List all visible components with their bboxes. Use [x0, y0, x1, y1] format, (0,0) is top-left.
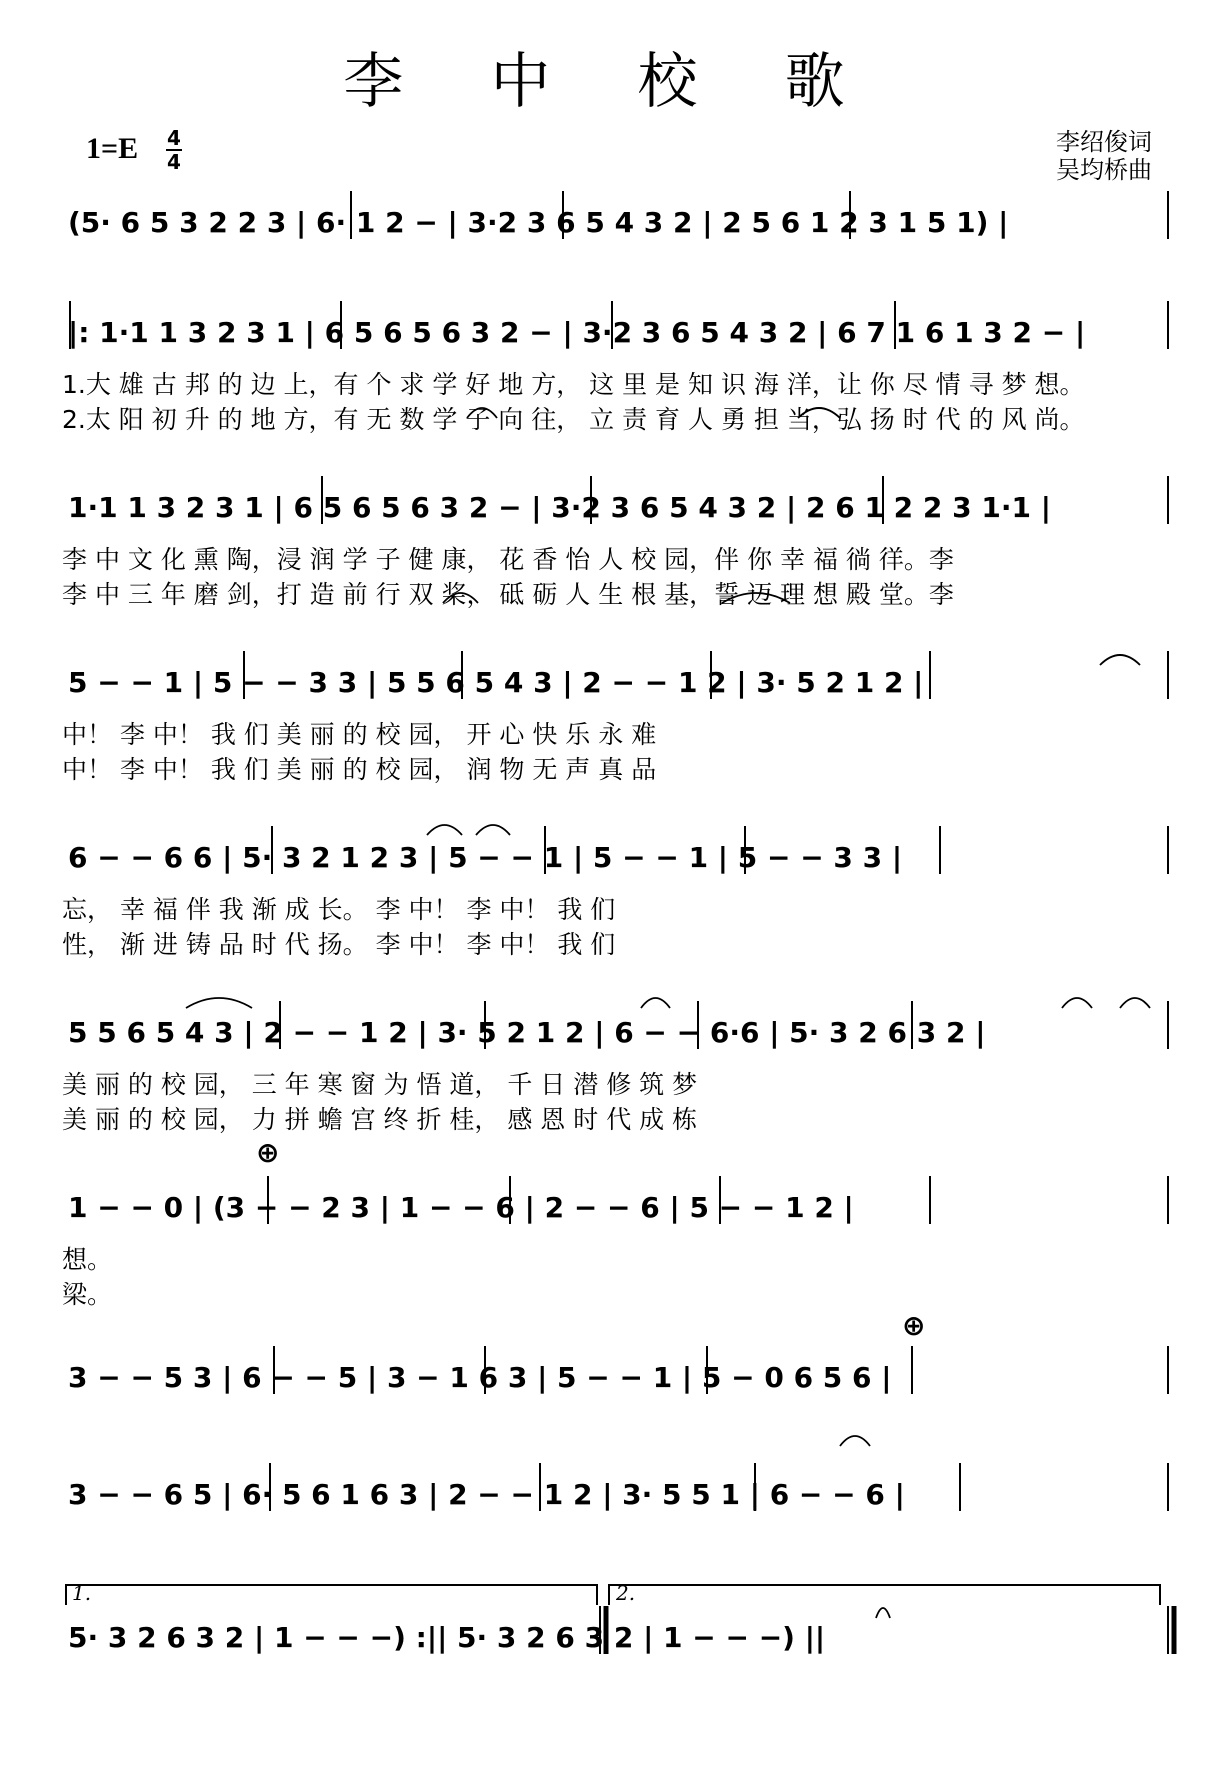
coda-sign: ⊕	[902, 1309, 926, 1342]
notation-line: 5 − − 1 | 5 − − 3 3 | 5 5 6 5 4 3 | 2 − − 1 2 | 3· 5 2 1 2 |	[68, 666, 924, 699]
lyric-line: 忘， 幸 福 伴 我 渐 成 长。 李 中！ 李 中！ 我 们	[62, 895, 616, 924]
lyric-line: 梁。	[62, 1280, 113, 1309]
notation-line: 3 − − 5 3 | 6 − − 5 | 3 − 1 6 3 | 5 − − 1 | 5 − 0 6 5 6 |	[68, 1361, 892, 1394]
meter-bottom: 4	[167, 150, 181, 174]
slur	[427, 825, 462, 835]
meter-top: 4	[167, 126, 181, 150]
slur	[1120, 998, 1150, 1008]
key-signature: 1=E	[86, 132, 139, 165]
lyric-line: 中！ 李 中！ 我 们 美 丽 的 校 园， 开 心 快 乐 永 难	[62, 720, 657, 749]
lyric-line: 2.太 阳 初 升 的 地 方，有 无 数 学 子 向 往， 立 责 育 人 勇 担 当，弘 扬 时 代 的 风 尚。	[62, 405, 1085, 434]
notation-line: 5· 3 2 6 3 2 | 1 − − −) :|| 5· 3 2 6 3 2 | 1 − − −) ||	[68, 1621, 826, 1654]
slur	[1062, 998, 1092, 1008]
volta-second-label: 2.	[616, 1581, 636, 1605]
composer: 吴均桥曲	[1056, 156, 1152, 184]
lyricist: 李绍俊词	[1056, 128, 1152, 156]
slur	[476, 825, 510, 835]
lyric-line: 李 中 三 年 磨 剑，打 造 前 行 双 桨， 砥 砺 人 生 根 基，誓 迈 理 想 殿 堂。李	[62, 580, 954, 609]
song-title: 李 中 校 歌	[343, 47, 879, 117]
notation-line: |: 1·1 1 3 2 3 1 | 6 5 6 5 6 3 2 − | 3·2 3 6 5 4 3 2 | 6 7 1 6 1 3 2 − |	[68, 316, 1086, 349]
lyric-line: 李 中 文 化 熏 陶，浸 润 学 子 健 康， 花 香 怡 人 校 园，伴 你 幸 福 徜 徉。李	[62, 545, 954, 574]
lyric-line: 美 丽 的 校 园， 力 拼 蟾 宫 终 折 桂， 感 恩 时 代 成 栋	[62, 1105, 698, 1134]
notation-line: 1·1 1 3 2 3 1 | 6 5 6 5 6 3 2 − | 3·2 3 6 5 4 3 2 | 2 6 1 2 2 3 1·1 |	[68, 491, 1051, 524]
notation-line: 5 5 6 5 4 3 | 2 − − 1 2 | 3· 5 2 1 2 | 6 − − 6·6 | 5· 3 2 6 3 2 |	[68, 1016, 986, 1049]
volta-first-label: 1.	[72, 1581, 92, 1605]
slur	[1100, 655, 1140, 665]
slur	[186, 998, 252, 1008]
lyric-line: 中！ 李 中！ 我 们 美 丽 的 校 园， 润 物 无 声 真 品	[62, 755, 657, 784]
lyric-line: 美 丽 的 校 园， 三 年 寒 窗 为 悟 道， 千 日 潜 修 筑 梦	[62, 1070, 698, 1099]
slur	[840, 1436, 870, 1446]
notation-line: (5· 6 5 3 2 2 3 | 6· 1 2 − | 3·2 3 6 5 4 3 2 | 2 5 6 1 2 3 1 5 1) |	[68, 206, 1009, 239]
lyric-line: 想。	[62, 1245, 113, 1274]
volta-second-bracket	[609, 1585, 1160, 1605]
slur	[641, 998, 670, 1008]
volta-first-bracket	[66, 1585, 597, 1605]
notation-line: 3 − − 6 5 | 6· 5 6 1 6 3 | 2 − − 1 2 | 3· 5 5 1 | 6 − − 6 |	[68, 1478, 905, 1511]
lyric-line: 1.大 雄 古 邦 的 边 上，有 个 求 学 好 地 方， 这 里 是 知 识 海 洋，让 你 尽 情 寻 梦 想。	[62, 370, 1085, 399]
coda-sign: ⊕	[256, 1136, 280, 1169]
lyric-line: 性， 渐 进 铸 品 时 代 扬。 李 中！ 李 中！ 我 们	[62, 930, 616, 959]
slur	[876, 1608, 890, 1618]
notation-line: 1 − − 0 | (3 − − 2 3 | 1 − − 6 | 2 − − 6 | 5 − − 1 2 |	[68, 1191, 854, 1224]
notation-line: 6 − − 6 6 | 5· 3 2 1 2 3 | 5 − − 1 | 5 − − 1 | 5 − − 3 3 |	[68, 841, 903, 874]
